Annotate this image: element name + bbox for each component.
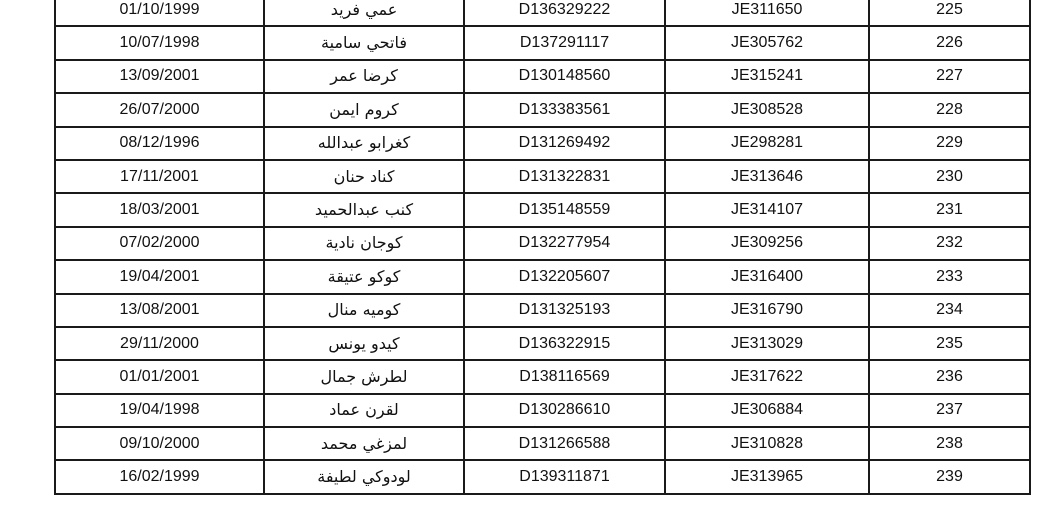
birth-date-cell: 17/11/2001 (55, 160, 264, 193)
table-row (55, 160, 1030, 193)
birth-date-cell: 26/07/2000 (55, 93, 264, 126)
je-number-cell: JE311650 (665, 0, 869, 26)
full-name-cell: كغرابو عبدالله (264, 127, 464, 160)
table-row (55, 260, 1030, 293)
birth-date-cell: 01/01/2001 (55, 360, 264, 393)
je-number-cell: JE306884 (665, 394, 869, 427)
d-number-cell: D132205607 (464, 260, 665, 293)
row-number-cell: 238 (869, 427, 1030, 460)
full-name-cell: كوميه منال (264, 294, 464, 327)
birth-date-cell: 18/03/2001 (55, 193, 264, 226)
full-name-cell: كنب عبدالحميد (264, 193, 464, 226)
row-number-cell: 234 (869, 294, 1030, 327)
birth-date-cell: 19/04/1998 (55, 394, 264, 427)
d-number-cell: D130286610 (464, 394, 665, 427)
row-number-cell: 227 (869, 60, 1030, 93)
je-number-cell: JE316400 (665, 260, 869, 293)
d-number-cell: D135148559 (464, 193, 665, 226)
d-number-cell: D139311871 (464, 460, 665, 493)
birth-date-cell: 01/10/1999 (55, 0, 264, 26)
table-row (55, 394, 1030, 427)
table-row (55, 227, 1030, 260)
je-number-cell: JE309256 (665, 227, 869, 260)
birth-date-cell: 13/09/2001 (55, 60, 264, 93)
d-number-cell: D137291117 (464, 26, 665, 59)
full-name-cell: لقرن عماد (264, 394, 464, 427)
full-name-cell: كوجان نادية (264, 227, 464, 260)
je-number-cell: JE313029 (665, 327, 869, 360)
row-number-cell: 237 (869, 394, 1030, 427)
birth-date-cell: 13/08/2001 (55, 294, 264, 327)
je-number-cell: JE310828 (665, 427, 869, 460)
d-number-cell: D138116569 (464, 360, 665, 393)
full-name-cell: كروم ايمن (264, 93, 464, 126)
d-number-cell: D131325193 (464, 294, 665, 327)
table-row (55, 127, 1030, 160)
row-number-cell: 228 (869, 93, 1030, 126)
birth-date-cell: 09/10/2000 (55, 427, 264, 460)
birth-date-cell: 07/02/2000 (55, 227, 264, 260)
d-number-cell: D136329222 (464, 0, 665, 26)
row-number-cell: 239 (869, 460, 1030, 493)
row-number-cell: 230 (869, 160, 1030, 193)
full-name-cell: لطرش جمال (264, 360, 464, 393)
row-number-cell: 236 (869, 360, 1030, 393)
birth-date-cell: 08/12/1996 (55, 127, 264, 160)
row-number-cell: 225 (869, 0, 1030, 26)
table-row (55, 26, 1030, 59)
je-number-cell: JE298281 (665, 127, 869, 160)
full-name-cell: كوكو عتيقة (264, 260, 464, 293)
table-row (55, 193, 1030, 226)
table-row (55, 60, 1030, 93)
d-number-cell: D131266588 (464, 427, 665, 460)
row-number-cell: 229 (869, 127, 1030, 160)
je-number-cell: JE308528 (665, 93, 869, 126)
full-name-cell: كيدو يونس (264, 327, 464, 360)
table-row (55, 294, 1030, 327)
records-table (54, 0, 1031, 495)
table-row (55, 460, 1030, 493)
je-number-cell: JE305762 (665, 26, 869, 59)
table-row (55, 360, 1030, 393)
je-number-cell: JE313965 (665, 460, 869, 493)
table-row (55, 327, 1030, 360)
row-number-cell: 235 (869, 327, 1030, 360)
d-number-cell: D136322915 (464, 327, 665, 360)
d-number-cell: D133383561 (464, 93, 665, 126)
row-number-cell: 232 (869, 227, 1030, 260)
table-row (55, 0, 1030, 26)
full-name-cell: عمي فريد (264, 0, 464, 26)
row-number-cell: 231 (869, 193, 1030, 226)
row-number-cell: 226 (869, 26, 1030, 59)
d-number-cell: D131269492 (464, 127, 665, 160)
table-row (55, 93, 1030, 126)
full-name-cell: كرضا عمر (264, 60, 464, 93)
table-row (55, 427, 1030, 460)
full-name-cell: لمزغي محمد (264, 427, 464, 460)
d-number-cell: D130148560 (464, 60, 665, 93)
d-number-cell: D131322831 (464, 160, 665, 193)
birth-date-cell: 16/02/1999 (55, 460, 264, 493)
row-number-cell: 233 (869, 260, 1030, 293)
birth-date-cell: 19/04/2001 (55, 260, 264, 293)
d-number-cell: D132277954 (464, 227, 665, 260)
records-table-body (55, 0, 1030, 494)
full-name-cell: فاتحي سامية (264, 26, 464, 59)
je-number-cell: JE317622 (665, 360, 869, 393)
je-number-cell: JE316790 (665, 294, 869, 327)
je-number-cell: JE314107 (665, 193, 869, 226)
birth-date-cell: 10/07/1998 (55, 26, 264, 59)
je-number-cell: JE313646 (665, 160, 869, 193)
full-name-cell: لودوكي لطيفة (264, 460, 464, 493)
je-number-cell: JE315241 (665, 60, 869, 93)
full-name-cell: كناد حنان (264, 160, 464, 193)
birth-date-cell: 29/11/2000 (55, 327, 264, 360)
